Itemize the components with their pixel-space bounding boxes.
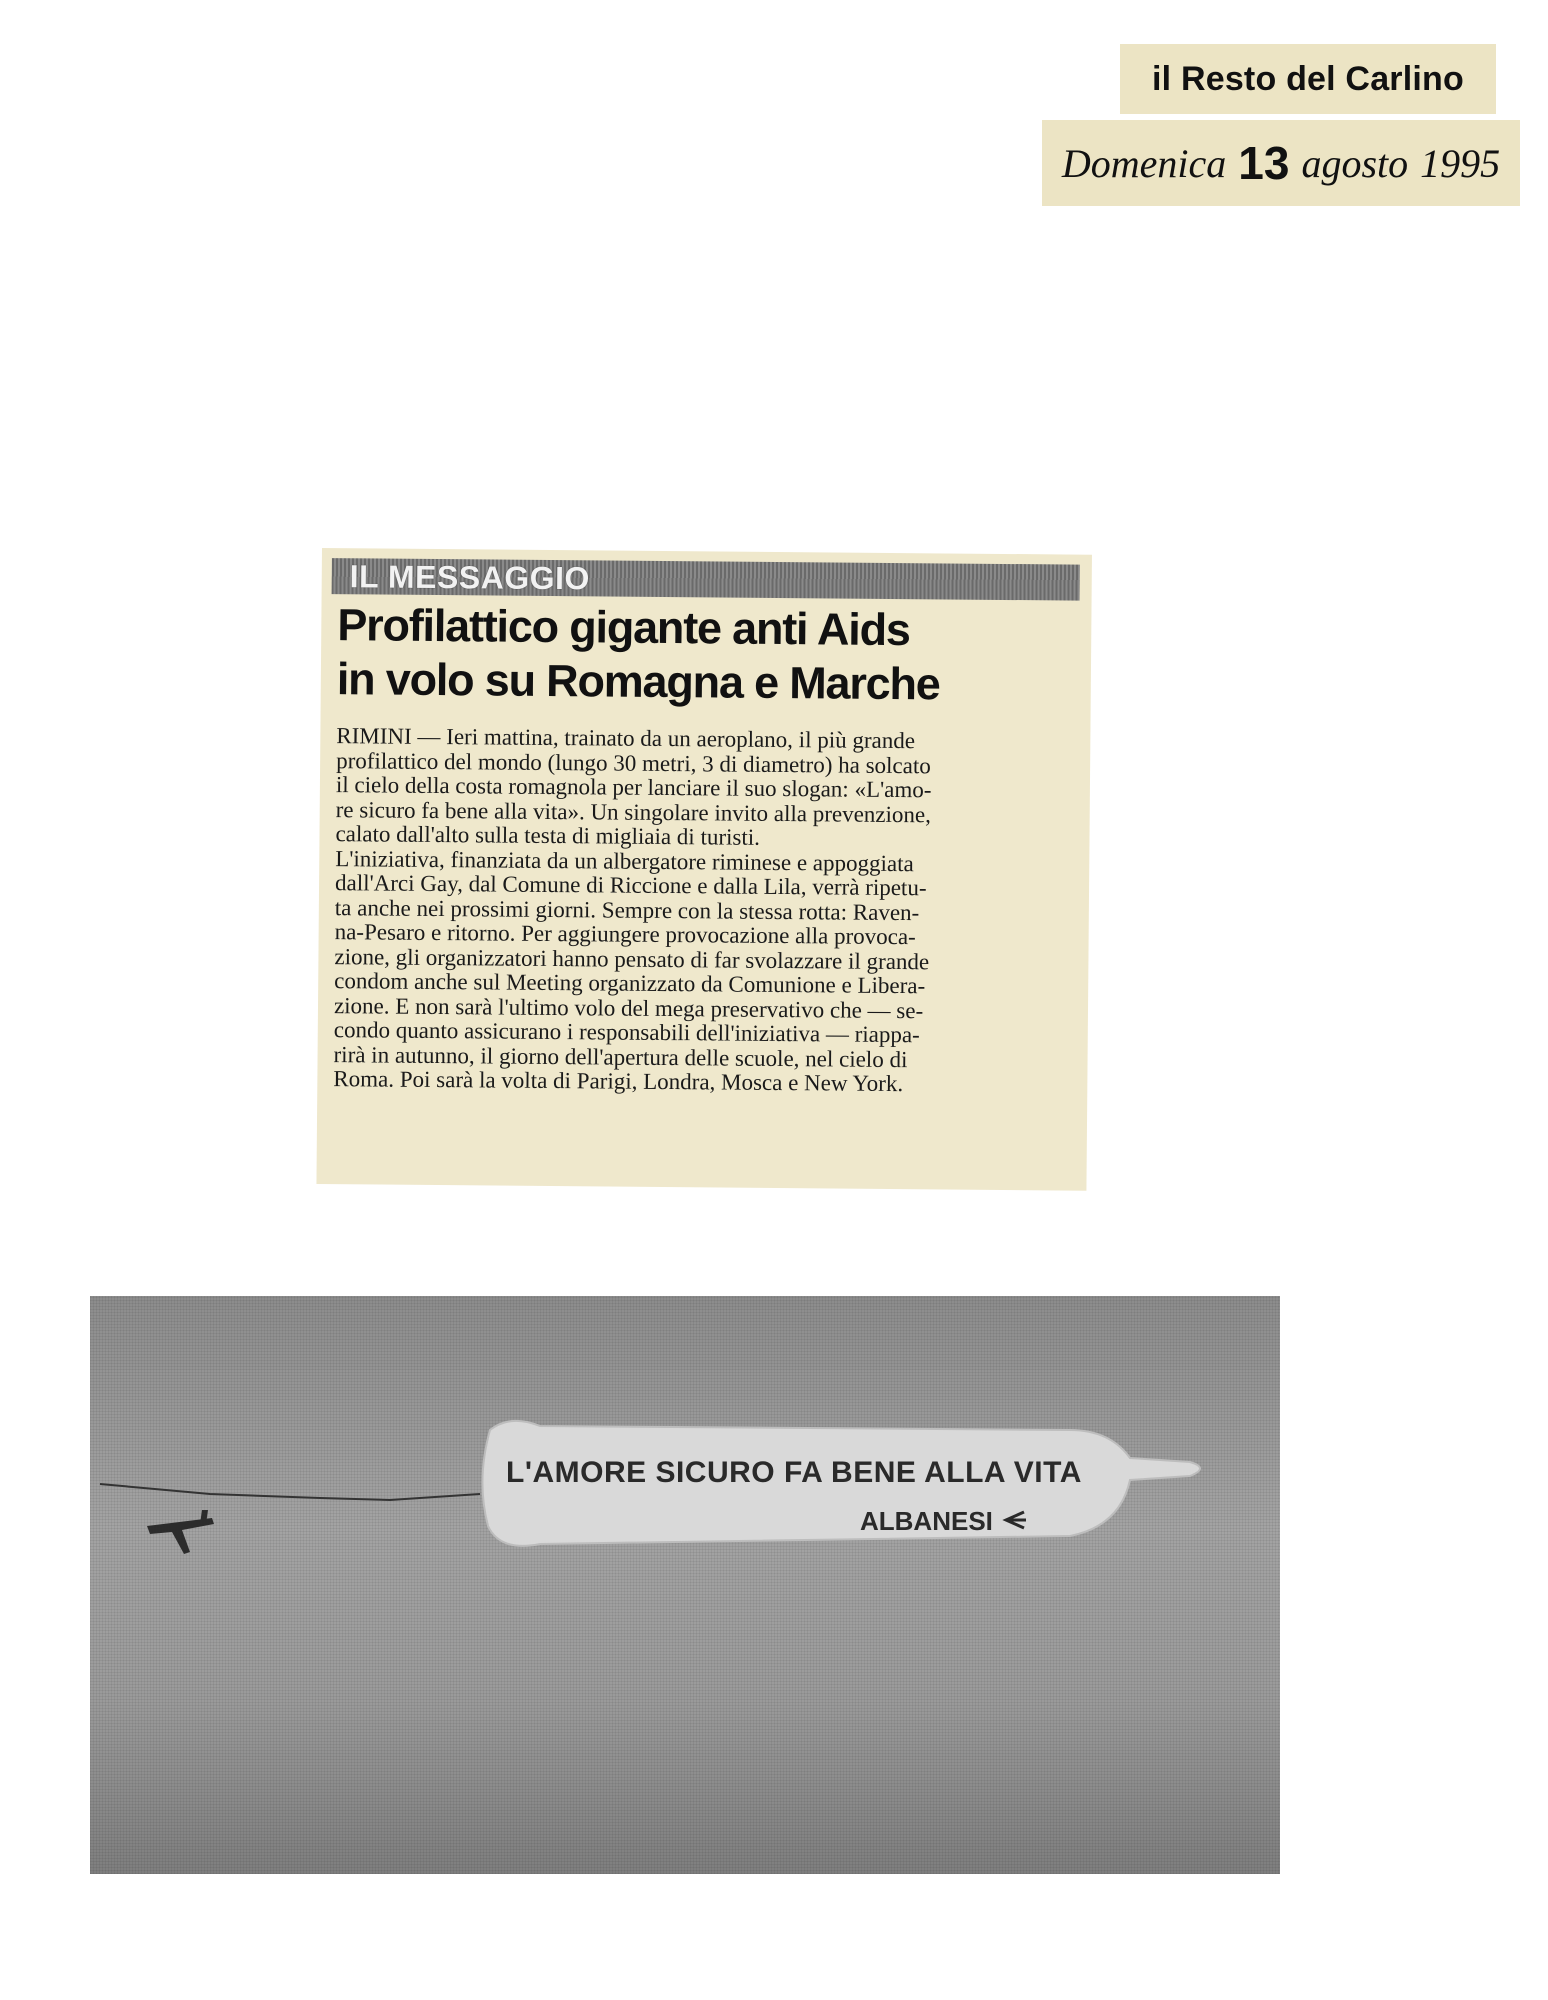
body-line: L'iniziativa, finanziata da un albergatore riminese e appoggiata	[335, 845, 914, 876]
body-line: calato dall'alto sulla testa di migliaia di turisti.	[335, 821, 761, 850]
airplane-icon	[142, 1504, 222, 1564]
body-line: condom anche sul Meeting organizzato da Comunione e Libera-	[334, 968, 926, 999]
banner-slogan: L'AMORE SICURO FA BENE ALLA VITA	[506, 1456, 1082, 1489]
article-kicker: IL MESSAGGIO	[349, 557, 591, 596]
condom-banner	[470, 1406, 1230, 1556]
article-headline	[337, 598, 1082, 712]
kicker-bar	[332, 558, 1080, 601]
banner-sponsor: ALBANESI	[860, 1506, 993, 1536]
body-line: zione, gli organizzatori hanno pensato di far svolazzare il grande	[334, 943, 930, 974]
body-line: RIMINI — Ieri mattina, trainato da un aeroplano, il più grande	[336, 723, 916, 754]
date-weekday: Domenica	[1061, 140, 1227, 186]
headline-line: in volo su Romagna e Marche	[336, 653, 940, 710]
body-line: na-Pesaro e ritorno. Per aggiungere provocazione alla provoca-	[334, 919, 916, 950]
body-line: il cielo della costa romagnola per lanciare il suo slogan: «L'amo-	[335, 772, 932, 803]
date-day: 13	[1238, 137, 1290, 189]
body-line: profilattico del mondo (lungo 30 metri, 3 di diametro) ha solcato	[336, 747, 931, 778]
arrow-logo-icon	[998, 1508, 1028, 1532]
body-line: condo quanto assicurano i responsabili dell'iniziativa — riappa-	[333, 1017, 920, 1048]
article-clipping	[316, 548, 1092, 1191]
publication-date	[1042, 120, 1520, 206]
news-photo	[90, 1296, 1280, 1874]
newspaper-name: il Resto del Carlino	[1120, 44, 1496, 114]
article-body	[333, 724, 1076, 1098]
body-line: ta anche nei prossimi giorni. Sempre con la stessa rotta: Raven-	[334, 894, 920, 925]
body-line: zione. E non sarà l'ultimo volo del mega preservativo che — se-	[333, 992, 924, 1023]
body-line: Roma. Poi sarà la volta di Parigi, Londra, Mosca e New York.	[333, 1066, 904, 1097]
body-line: rirà in autunno, il giorno dell'apertura delle scuole, nel cielo di	[333, 1041, 908, 1072]
date-month: agosto	[1301, 140, 1409, 186]
date-year: 1995	[1420, 140, 1501, 186]
body-line: re sicuro fa bene alla vita». Un singolare invito alla prevenzione,	[335, 796, 932, 827]
headline-line: Profilattico gigante anti Aids	[337, 599, 910, 656]
body-line: dall'Arci Gay, dal Comune di Riccione e dalla Lila, verrà ripetu-	[334, 870, 927, 901]
